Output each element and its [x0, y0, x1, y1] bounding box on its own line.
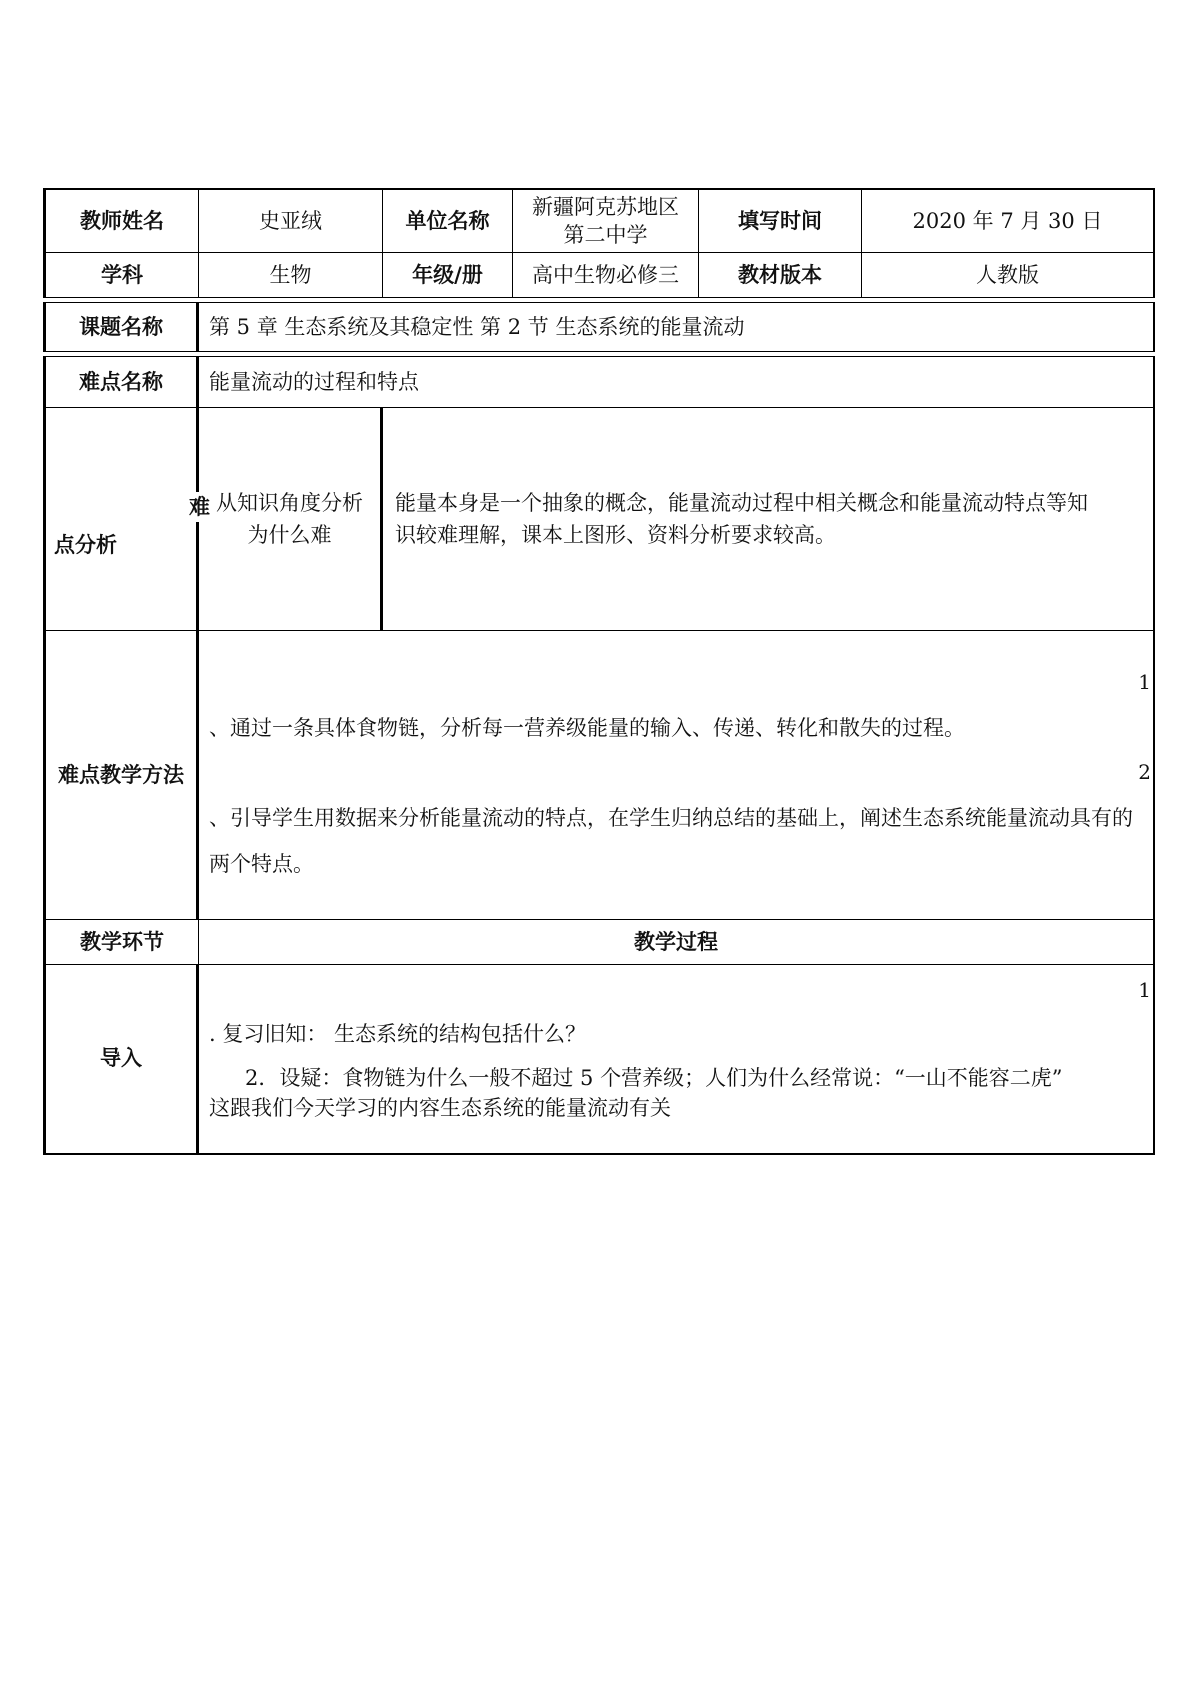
analysis-label [46, 408, 210, 630]
intro-label: 导入 [46, 965, 199, 1153]
edition-label: 教材版本 [699, 253, 862, 297]
analysis-sub-label-line2: 为什么难 [247, 523, 332, 547]
edition-value: 人教版 [976, 263, 1039, 287]
unit-name-line1: 新疆阿克苏地区 [532, 195, 679, 219]
row-difficulty-name [43, 357, 1155, 407]
intro-item1-number: 1 [1138, 978, 1151, 1002]
row-topic [43, 303, 1155, 351]
process-label: 教学过程 [634, 930, 718, 954]
row-teacher-info [43, 190, 1155, 252]
method-item1-number: 1 [1138, 670, 1151, 694]
row-teaching-method [43, 631, 1155, 919]
fill-date-label: 填写时间 [699, 190, 862, 252]
difficulty-label: 难点名称 [46, 357, 199, 407]
analysis-text-line1: 能量本身是一个抽象的概念，能量流动过程中相关概念和能量流动特点等知 [395, 491, 1088, 515]
method-content [199, 631, 1153, 919]
row-process-header [43, 920, 1155, 964]
analysis-text [383, 408, 1153, 630]
grade-label: 年级/册 [383, 253, 513, 297]
intro-item1: . 复习旧知： 生态系统的结构包括什么？ [209, 1022, 587, 1046]
row-difficulty-analysis [43, 408, 1155, 630]
intro-item2-line2: 这跟我们今天学习的内容生态系统的能量流动有关 [209, 1096, 671, 1120]
teacher-name-value: 史亚绒 [199, 190, 383, 252]
teacher-name-label: 教师姓名 [46, 190, 199, 252]
analysis-sub-label [199, 408, 383, 630]
method-label: 难点教学方法 [46, 631, 199, 919]
table-bottom-border [43, 1153, 1155, 1155]
grade-value: 高中生物必修三 [513, 253, 699, 297]
fill-date-value: 2020 年 7 月 30 日 [912, 209, 1103, 233]
topic-value: 第 5 章 生态系统及其稳定性 第 2 节 生态系统的能量流动 [209, 315, 745, 339]
intro-item2-line1: 2．设疑：食物链为什么一般不超过 5 个营养级；人们为什么经常说：“一山不能容二虎” [245, 1066, 1063, 1090]
stage-label: 教学环节 [46, 920, 199, 964]
difficulty-value: 能量流动的过程和特点 [209, 370, 419, 394]
subject-label: 学科 [46, 253, 199, 297]
subject-value: 生物 [199, 253, 383, 297]
analysis-label-part2: 点分析 [54, 533, 117, 557]
unit-name-line2: 第二中学 [563, 223, 648, 247]
unit-name-value [513, 190, 699, 252]
method-item2-line1: 、引导学生用数据来分析能量流动的特点，在学生归纳总结的基础上，阐述生态系统能量流动具有的 [209, 806, 1133, 830]
lesson-plan-table [43, 188, 1155, 1155]
row-intro [43, 965, 1155, 1153]
unit-name-label: 单位名称 [383, 190, 513, 252]
intro-content [199, 965, 1153, 1153]
analysis-sub-label-line1: 从知识角度分析 [216, 491, 363, 515]
row-subject-info [43, 253, 1155, 297]
analysis-text-line2: 识较难理解，课本上图形、资料分析要求较高。 [395, 523, 836, 547]
topic-label: 课题名称 [46, 303, 199, 351]
method-item1: 、通过一条具体食物链，分析每一营养级能量的输入、传递、转化和散失的过程。 [209, 716, 965, 740]
analysis-label-part1: 难 [189, 492, 210, 522]
method-item2-number: 2 [1138, 760, 1151, 784]
method-item2-line2: 两个特点。 [209, 852, 314, 876]
